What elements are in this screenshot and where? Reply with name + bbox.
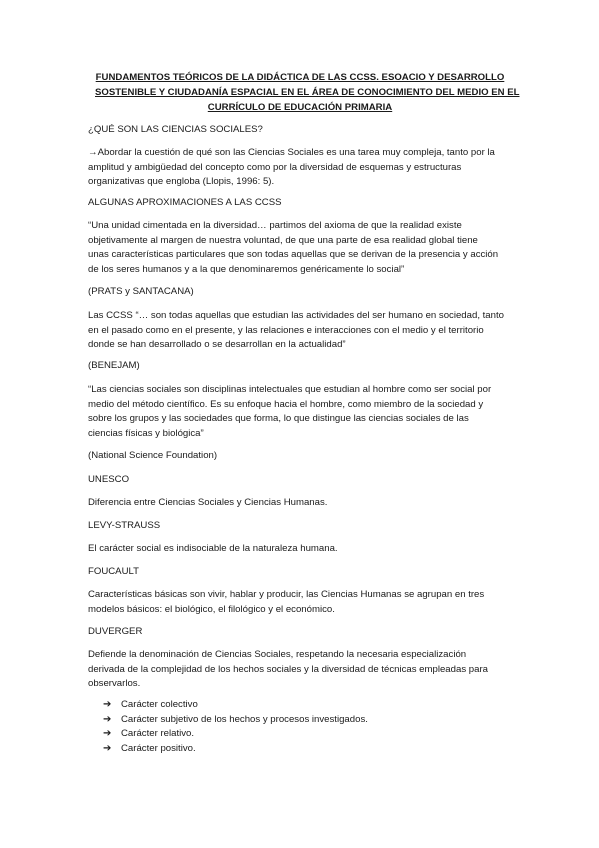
text-line: →Abordar la cuestión de qué son las Ciencias Sociales es una tarea muy compleja, tanto por la <box>88 147 495 158</box>
text-line: Las CCSS “… son todas aquellas que estudian las actividades del ser humano en sociedad, tanto <box>88 310 504 321</box>
text-line: observarlos. <box>88 678 141 689</box>
arrow-right-icon: ➔ <box>103 742 112 754</box>
text-line: derivada de la complejidad de los hechos sociales y la diversidad de técnicas empleadas para <box>88 663 488 675</box>
text-line: Características básicas son vivir, hablar y producir, las Ciencias Humanas se agrupan en tres <box>88 589 485 600</box>
text-line: Defiende la denominación de Ciencias Sociales, respetando la necesaria especialización <box>88 649 467 660</box>
text-line: medio del método científico. Es su enfoque hacia el hombre, como miembro de la sociedad y <box>88 398 484 410</box>
question-heading: ¿QUÉ SON LAS CIENCIAS SOCIALES? <box>88 124 263 135</box>
list-item <box>103 742 368 757</box>
heading-levy-strauss: LEVY-STRAUSS <box>88 520 161 531</box>
intro-paragraph <box>88 146 520 190</box>
document-title <box>95 70 520 115</box>
text-line: unas características particulares que son todas aquellas que se derivan de la presencia y acción <box>88 249 499 260</box>
source-prats-santacana: (PRATS y SANTACANA) <box>88 286 194 297</box>
text-line: de los seres humanos y a la que denominaremos genéricamente lo social” <box>88 263 405 275</box>
list-item-text: Carácter subjetivo de los hechos y procesos investigados. <box>121 713 368 725</box>
list-item-text: Carácter positivo. <box>121 742 196 754</box>
quote-prats-santacana <box>88 219 520 277</box>
text-line: sobre los grupos y las sociedades que forma, lo que distingue las ciencias sociales de las <box>88 413 469 424</box>
arrow-right-icon: ➔ <box>103 713 112 725</box>
title-line: FUNDAMENTOS TEÓRICOS DE LA DIDÁCTICA DE LAS CCSS. ESOACIO Y DESARROLLO <box>95 72 505 83</box>
heading-unesco: UNESCO <box>88 474 130 485</box>
arrow-right-icon: ➔ <box>103 728 112 740</box>
heading-duverger: DUVERGER <box>88 626 143 637</box>
text-line: modelos básicos: el biológico, el filológico y el económico. <box>88 603 335 615</box>
arrow-right-icon: ➔ <box>103 699 112 711</box>
text-line: en el pasado como en el presente, y las relaciones e interacciones con el medio y el territorio <box>88 324 484 336</box>
text-foucault <box>88 588 520 617</box>
source-nsf: (National Science Foundation) <box>88 450 218 461</box>
text-duverger <box>88 648 520 692</box>
text-levy-strauss: El carácter social es indisociable de la naturaleza humana. <box>88 543 338 554</box>
list-item <box>103 713 368 728</box>
heading-foucault: FOUCAULT <box>88 566 139 577</box>
text-line: organizativas que engloba (Llopis, 1996: 5). <box>88 176 275 187</box>
text-line: ciencias físicas y biológica” <box>88 427 204 439</box>
text-line: amplitud y ambigüedad del concepto como por la diversidad de esquemas y estructuras <box>88 161 462 173</box>
text-line: objetivamente al margen de nuestra voluntad, de que una parte de esa realidad global tiene <box>88 234 478 246</box>
bullet-list <box>103 698 368 756</box>
title-line: SOSTENIBLE Y CIUDADANÍA ESPACIAL EN EL ÁREA DE CONOCIMIENTO DEL MEDIO EN EL <box>95 87 520 98</box>
text-line: “Una unidad cimentada en la diversidad… partimos del axioma de que la realidad existe <box>88 220 462 231</box>
title-line: CURRÍCULO DE EDUCACIÓN PRIMARIA <box>207 102 393 113</box>
text-unesco: Diferencia entre Ciencias Sociales y Ciencias Humanas. <box>88 497 328 508</box>
list-item-text: Carácter colectivo <box>121 699 198 711</box>
text-line: “Las ciencias sociales son disciplinas intelectuales que estudian al hombre como ser social por <box>88 384 492 395</box>
source-benejam: (BENEJAM) <box>88 360 140 371</box>
text-line: donde se han desarrollado o se desarrollan en la actualidad” <box>88 339 346 350</box>
quote-nsf <box>88 383 520 441</box>
quote-benejam <box>88 309 520 353</box>
section-heading-aproximaciones: ALGUNAS APROXIMACIONES A LAS CCSS <box>88 197 282 208</box>
list-item <box>103 698 368 713</box>
list-item-text: Carácter relativo. <box>121 728 195 740</box>
list-item <box>103 727 368 742</box>
